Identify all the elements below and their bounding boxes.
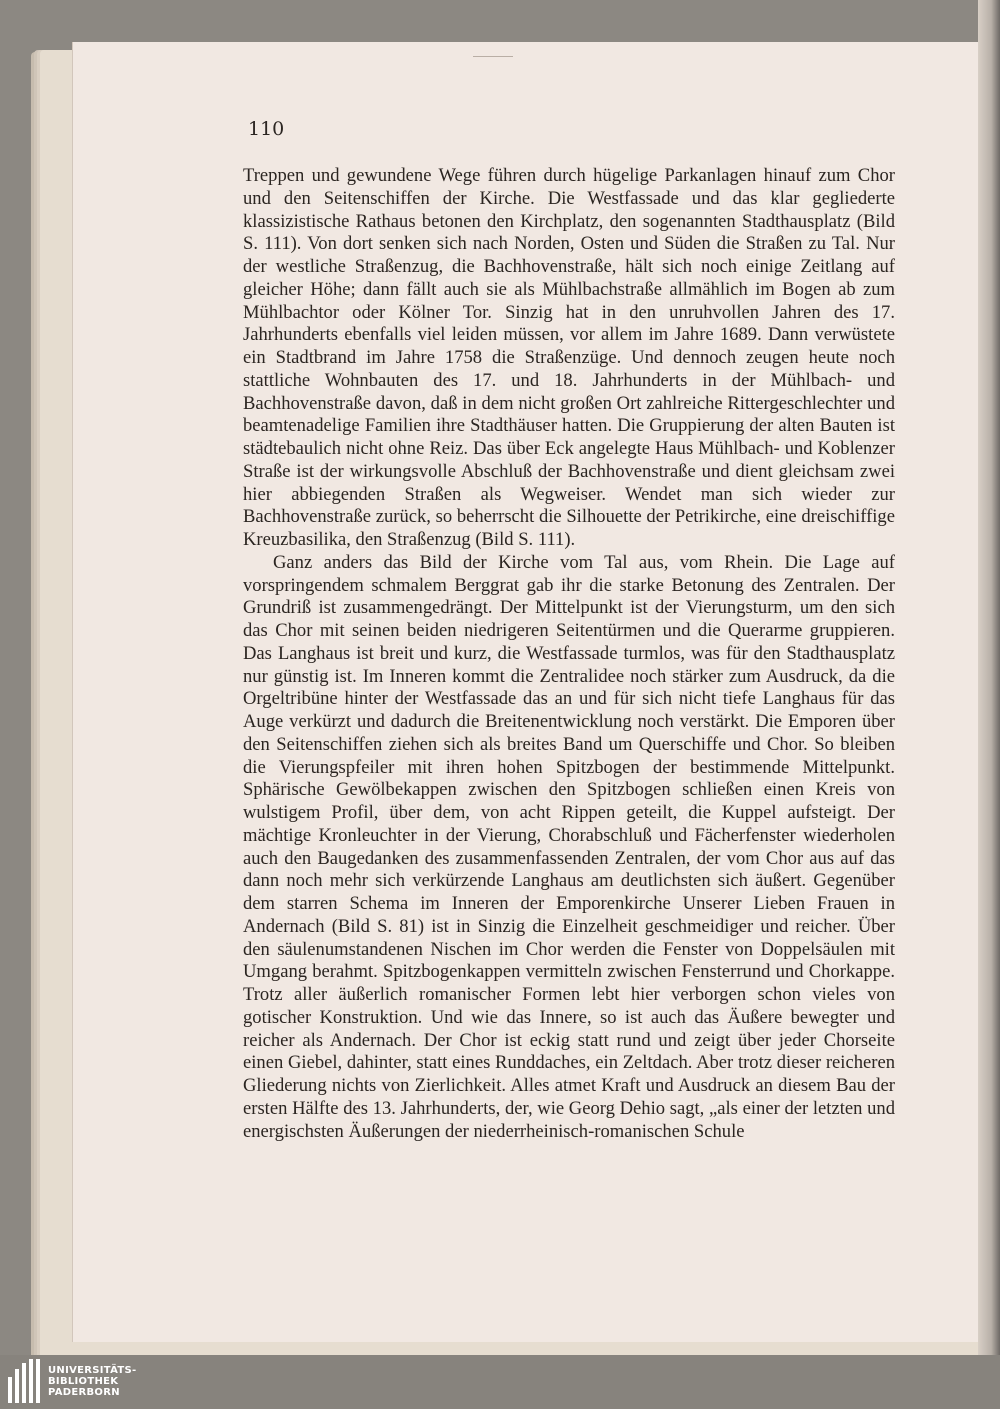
logo-line-3: PADERBORN	[48, 1386, 120, 1398]
page-number: 110	[248, 118, 285, 140]
page-top-mark	[473, 56, 513, 57]
logo-line-2: BIBLIOTHEK	[48, 1375, 119, 1387]
book-spine	[978, 0, 1000, 1409]
paragraph-2: Ganz anders das Bild der Kirche vom Tal aus, vom Rhein. Die Lage auf vorspringendem schmalem Berggrat gab ihr die starke Betonung des Zentralen. Der Grundriß ist zusammengedrängt. Der Mittelpunkt ist der Vierungsturm, um den sich das Chor mit seinen beiden niedrigeren Seitentürmen und die Querarme gruppieren. Das Langhaus ist breit und kurz, die Westfassade turmlos, was für den Stadthausplatz nur günstig ist. Im Inneren kommt die Zentralidee noch stärker zum Ausdruck, da die Orgeltribüne hinter der Westfassade das an und für sich nicht tiefe Langhaus für das Auge verkürzt und dadurch die Breitenentwicklung noch verstärkt. Die Emporen über den Seitenschiffen ziehen sich als breites Band um Querschiffe und Chor. So bleiben die Vierungspfeiler mit ihren hohen Spitzbogen der bestimmende Mittelpunkt. Sphärische Gewölbekappen zwischen den Spitzbogen schließen einen Kreis von wulstigem Profil, über dem, von acht Rippen geteilt, die Kuppel aufsteigt. Der mächtige Kronleuchter in der Vierung, Chorabschluß und Fächerfenster wiederholen auch den Baugedanken des zusammenfassenden Zentralen, der vom Chor aus auf das dann noch mehr sich verkürzende Langhaus am deutlichsten sich äußert. Gegenüber dem starren Schema im Inneren der Emporenkirche Unserer Lieben Frauen in Andernach (Bild S. 81) ist in Sinzig die Einzelheit geschmeidiger und reicher. Über den säulenumstandenen Nischen im Chor werden die Fenster von Doppelsäulen mit Umgang berahmt. Spitzbogenkappen vermitteln zwischen Fensterrund und Chorkappe. Trotz aller äußerlich romanischer Formen lebt hier verborgen schon vieles von gotischer Konstruktion. Und wie das Innere, so ist auch das Äußere bewegter und reicher als Andernach. Der Chor ist eckig statt rund und zeigt über jeder Chorseite einen Giebel, dahinter, statt eines Runddaches, ein Zeltdach. Aber trotz dieser reicheren Gliederung nichts von Zierlichkeit. Alles atmet Kraft und Ausdruck an diesem Bau der ersten Hälfte des 13. Jahrhunderts, der, wie Georg Dehio sagt, „als einer der letzten und energischsten Äußerungen der niederrheinisch-romanischen Schule	[243, 551, 895, 1142]
footer-bar	[0, 1355, 1000, 1409]
library-logo	[8, 1359, 137, 1403]
library-logo-text	[48, 1365, 137, 1398]
library-logo-icon	[8, 1359, 40, 1403]
body-text	[243, 165, 895, 1143]
logo-line-1: UNIVERSITÄTS-	[48, 1364, 137, 1376]
paragraph-1: Treppen und gewundene Wege führen durch hügelige Parkanlagen hinauf zum Chor und den Seitenschiffen der Kirche. Die Westfassade und das klar gegliederte klassizistische Rathaus betonen den Kirchplatz, den sogenannten Stadthausplatz (Bild S. 111). Von dort senken sich nach Norden, Osten und Süden die Straßen zu Tal. Nur der westliche Straßenzug, die Bachhovenstraße, hält sich noch einige Zeitlang auf gleicher Höhe; dann fällt auch sie als Mühlbachstraße allmählich im Bogen ab zum Mühlbachtor oder Kölner Tor. Sinzig hat in den unruhvollen Jahren des 17. Jahrhunderts ebenfalls viel leiden müssen, vor allem im Jahre 1689. Dann verwüstete ein Stadtbrand im Jahre 1758 die Straßenzüge. Und dennoch zeugen heute noch stattliche Wohnbauten des 17. und 18. Jahrhunderts in der Mühlbach- und Bachhovenstraße davon, daß in dem nicht großen Ort zahlreiche Rittergeschlechter und beamtenadelige Familien ihre Stadthäuser hatten. Die Gruppierung der alten Bauten ist städtebaulich nicht ohne Reiz. Das über Eck angelegte Haus Mühlbach- und Koblenzer Straße ist der wirkungsvolle Abschluß der Bachhovenstraße und dient gleichsam zwei hier abbiegenden Straßen als Wegweiser. Wendet man sich wieder zur Bachhovenstraße zurück, so beherrscht die Silhouette der Petrikirche, eine dreischiffige Kreuzbasilika, den Straßenzug (Bild S. 111).	[243, 165, 895, 550]
